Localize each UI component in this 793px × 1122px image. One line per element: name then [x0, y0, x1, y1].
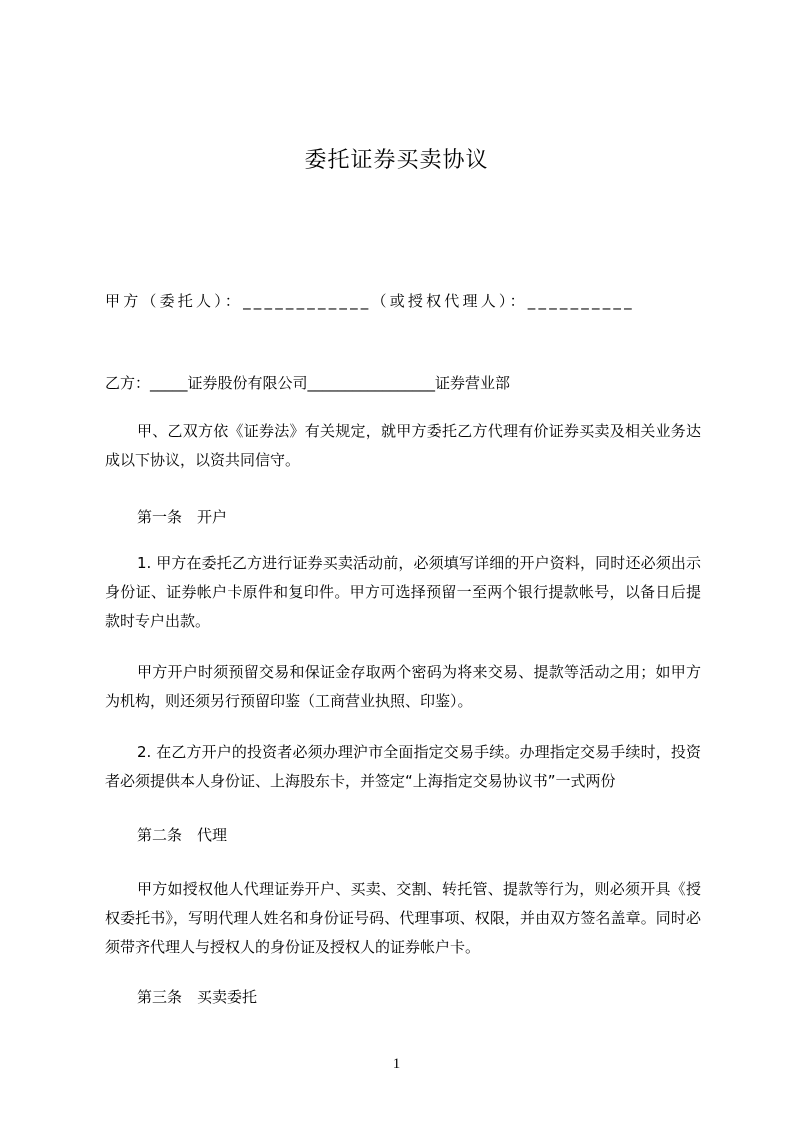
- article-2-heading: 第二条 代理: [137, 826, 228, 844]
- article-1-paragraph-3: 2. 在乙方开户的投资者必须办理沪市全面指定交易手续。办理指定交易手续时，投资者必须提供本人身份证、上海股东卡，并签定“上海指定交易协议书”一式两份: [105, 743, 701, 790]
- party-b-line: 乙方：_____证券股份有限公司_________________证券营业部: [105, 374, 511, 392]
- article-1-paragraph-1: 1. 甲方在委托乙方进行证券买卖活动前，必须填写详细的开户资料，同时还必须出示身份证、证券帐户卡原件和复印件。甲方可选择预留一至两个银行提款帐号，以备日后提款时专户出款。: [105, 554, 701, 630]
- article-2-paragraph-1: 甲方如授权他人代理证券开户、买卖、交割、转托管、提款等行为，则必须开具《授权委托书》，写明代理人姓名和身份证号码、代理事项、权限，并由双方签名盖章。同时必须带齐代理人与授权人的身份证及授权人的证券帐户卡。: [105, 880, 701, 956]
- page-number: 1: [392, 1056, 401, 1072]
- party-a-line: 甲方（委托人）：____________（或授权代理人）：__________: [105, 292, 635, 310]
- article-1-paragraph-2: 甲方开户时须预留交易和保证金存取两个密码为将来交易、提款等活动之用；如甲方为机构，则还须另行预留印鉴（工商营业执照、印鉴）。: [105, 663, 701, 710]
- document-title: 委托证券买卖协议: [304, 148, 489, 173]
- intro-paragraph: 甲、乙双方依《证券法》有关规定，就甲方委托乙方代理有价证券买卖及相关业务达成以下协议，以资共同信守。: [105, 422, 701, 469]
- article-3-heading: 第三条 买卖委托: [137, 988, 258, 1006]
- article-1-heading: 第一条 开户: [137, 508, 228, 526]
